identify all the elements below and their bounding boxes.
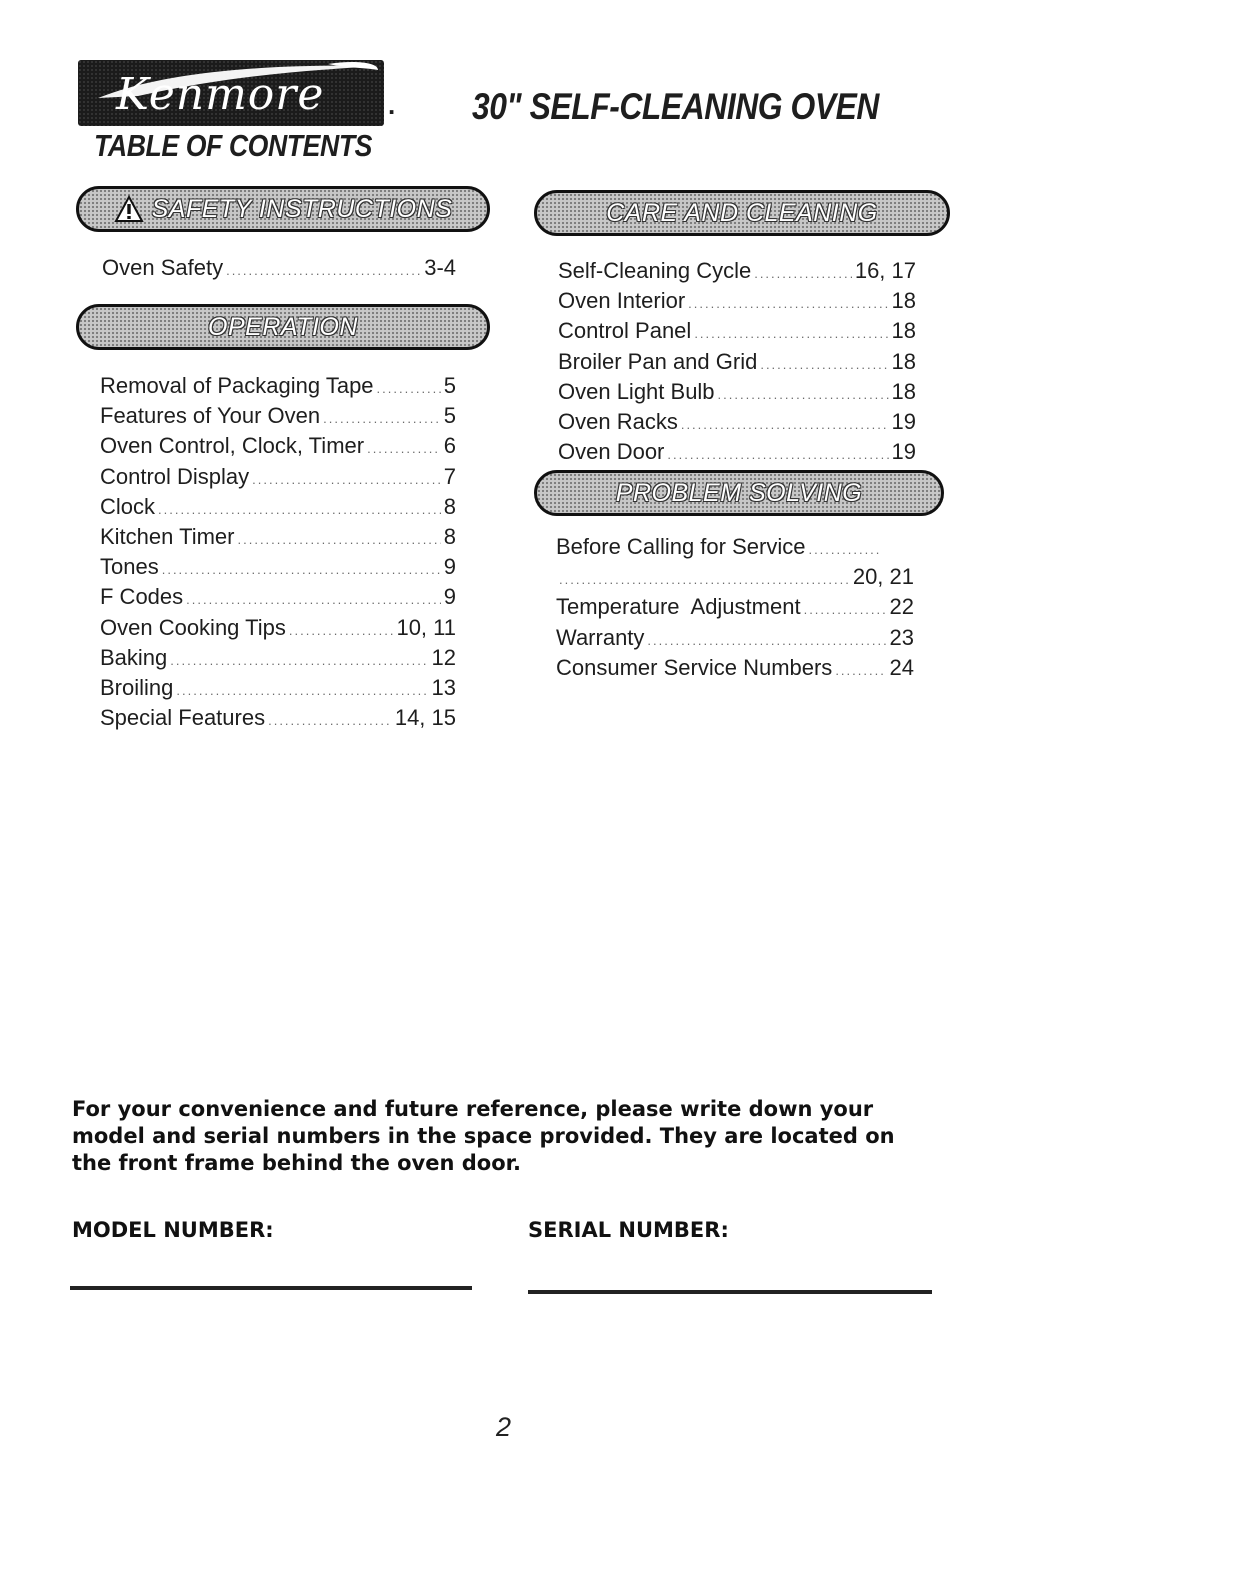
toc-entry[interactable] bbox=[556, 563, 914, 593]
toc-entry[interactable] bbox=[558, 438, 916, 468]
section-heading-safety bbox=[76, 186, 490, 232]
dot-leader bbox=[238, 526, 441, 553]
dot-leader bbox=[162, 556, 441, 583]
entry-page: 5 bbox=[443, 403, 456, 429]
dot-leader bbox=[754, 260, 852, 287]
toc-list-care-and-cleaning bbox=[558, 257, 916, 468]
entry-page: 5 bbox=[443, 373, 456, 398]
entry-page: 18 bbox=[891, 288, 916, 314]
toc-entry[interactable] bbox=[558, 287, 916, 317]
toc-entry[interactable] bbox=[558, 257, 916, 287]
entry-page: 6 bbox=[443, 433, 456, 459]
entry-page: 3-4 bbox=[424, 255, 456, 280]
entry-page: 18 bbox=[891, 378, 916, 404]
entry-label: Broiling bbox=[100, 675, 174, 701]
dot-leader bbox=[808, 536, 880, 563]
entry-label: Tones bbox=[100, 554, 159, 580]
entry-page: 20, 21 bbox=[852, 564, 914, 590]
toc-entry[interactable] bbox=[100, 493, 456, 523]
entry-label: Oven Safety bbox=[102, 255, 224, 280]
entry-page: 8 bbox=[443, 493, 456, 519]
toc-entry[interactable] bbox=[556, 593, 914, 623]
toc-entry[interactable] bbox=[100, 553, 456, 583]
entry-label: Before Calling for Service bbox=[556, 534, 806, 559]
toc-title: TABLE OF CONTENTS bbox=[94, 128, 373, 163]
dot-leader bbox=[718, 381, 889, 408]
toc-entry[interactable] bbox=[100, 614, 456, 644]
toc-entry[interactable] bbox=[100, 432, 456, 462]
entry-page: 18 bbox=[891, 348, 916, 374]
brand-dot: . bbox=[388, 90, 396, 120]
entry-page: 24 bbox=[889, 654, 914, 680]
entry-label: Kitchen Timer bbox=[100, 524, 235, 550]
toc-entry[interactable] bbox=[100, 463, 456, 493]
dot-leader bbox=[377, 375, 441, 402]
dot-leader bbox=[760, 351, 888, 378]
toc-entry[interactable] bbox=[100, 644, 456, 674]
entry-label: Oven Racks bbox=[558, 409, 678, 435]
toc-entry[interactable] bbox=[100, 402, 456, 432]
dot-leader bbox=[268, 707, 392, 734]
entry-label: Clock bbox=[100, 493, 156, 519]
toc-entry[interactable] bbox=[556, 624, 914, 654]
dot-leader bbox=[170, 647, 428, 674]
dot-leader bbox=[323, 405, 441, 432]
entry-page: 9 bbox=[443, 584, 456, 610]
serial-number-label: SERIAL NUMBER: bbox=[528, 1218, 729, 1242]
dot-leader bbox=[804, 596, 887, 623]
toc-entry[interactable] bbox=[100, 583, 456, 613]
entry-page: 14, 15 bbox=[394, 705, 456, 731]
section-heading-label: PROBLEM SOLVING bbox=[615, 478, 863, 507]
toc-entry[interactable] bbox=[102, 254, 456, 284]
dot-leader bbox=[647, 627, 886, 654]
brand-name: Kenmore bbox=[116, 69, 325, 120]
entry-label: F Codes bbox=[100, 584, 184, 610]
entry-page: 16, 17 bbox=[854, 258, 916, 283]
entry-page: 9 bbox=[443, 554, 456, 580]
entry-page: 18 bbox=[891, 318, 916, 344]
toc-entry[interactable] bbox=[100, 523, 456, 553]
entry-label: Special Features bbox=[100, 705, 266, 731]
entry-label: Broiler Pan and Grid bbox=[558, 348, 758, 374]
dot-leader bbox=[688, 290, 888, 317]
toc-entry[interactable] bbox=[100, 704, 456, 734]
entry-label: Oven Control, Clock, Timer bbox=[100, 433, 365, 459]
entry-page: 7 bbox=[443, 463, 456, 489]
entry-label: Consumer Service Numbers bbox=[556, 654, 833, 680]
dot-leader bbox=[681, 411, 889, 438]
dot-leader bbox=[289, 617, 394, 644]
serial-number-line[interactable] bbox=[528, 1290, 932, 1294]
dot-leader bbox=[835, 657, 886, 684]
entry-page: 19 bbox=[891, 409, 916, 435]
entry-page: 19 bbox=[891, 439, 916, 465]
toc-entry[interactable] bbox=[558, 378, 916, 408]
toc-entry[interactable] bbox=[558, 408, 916, 438]
entry-page: 12 bbox=[431, 644, 456, 670]
toc-list-operation bbox=[100, 372, 456, 734]
dot-leader bbox=[226, 257, 421, 284]
section-heading-label: CARE AND CLEANING bbox=[606, 198, 878, 227]
entry-label: Warranty bbox=[556, 624, 645, 650]
entry-label: Baking bbox=[100, 644, 168, 670]
toc-entry[interactable] bbox=[558, 348, 916, 378]
dot-leader bbox=[559, 566, 850, 593]
toc-list-safety bbox=[102, 254, 456, 284]
section-heading-care-and-cleaning bbox=[534, 190, 950, 236]
entry-page: 10, 11 bbox=[396, 614, 456, 640]
model-number-label: MODEL NUMBER: bbox=[72, 1218, 274, 1242]
entry-label: Oven Light Bulb bbox=[558, 378, 715, 404]
entry-page: 13 bbox=[431, 675, 456, 701]
section-heading-label: SAFETY INSTRUCTIONS bbox=[151, 194, 453, 223]
entry-label: Features of Your Oven bbox=[100, 403, 321, 429]
dot-leader bbox=[367, 435, 441, 462]
kenmore-logo bbox=[78, 60, 384, 126]
page-number: 2 bbox=[496, 1412, 512, 1442]
entry-page: 23 bbox=[889, 624, 914, 650]
dot-leader bbox=[667, 441, 888, 468]
entry-page: 8 bbox=[443, 524, 456, 550]
dot-leader bbox=[252, 466, 441, 493]
dot-leader bbox=[176, 677, 428, 704]
toc-list-problem-solving bbox=[556, 533, 914, 684]
section-heading-operation bbox=[76, 304, 490, 350]
entry-label: Oven Interior bbox=[558, 288, 686, 314]
entry-page: 22 bbox=[889, 594, 914, 620]
entry-label: Removal of Packaging Tape bbox=[100, 373, 374, 398]
toc-entry[interactable] bbox=[556, 533, 914, 563]
section-heading-label: OPERATION bbox=[208, 312, 358, 341]
entry-label: Control Display bbox=[100, 463, 250, 489]
dot-leader bbox=[158, 496, 441, 523]
toc-entry[interactable] bbox=[558, 317, 916, 347]
entry-label: Control Panel bbox=[558, 318, 692, 344]
toc-entry[interactable] bbox=[100, 674, 456, 704]
entry-label: Oven Cooking Tips bbox=[100, 614, 286, 640]
dot-leader bbox=[186, 586, 441, 613]
model-number-line[interactable] bbox=[70, 1286, 472, 1290]
section-heading-problem-solving bbox=[534, 470, 944, 516]
toc-entry[interactable] bbox=[100, 372, 456, 402]
entry-label: Self-Cleaning Cycle bbox=[558, 258, 752, 283]
entry-label: Temperature Adjustment bbox=[556, 594, 801, 620]
entry-label: Oven Door bbox=[558, 439, 665, 465]
model-serial-note: For your convenience and future reference, please write down your model and serial numbers in the space provided. They are located on the front frame behind the oven door. bbox=[72, 1097, 895, 1175]
document-title: 30" SELF-CLEANING OVEN bbox=[472, 86, 879, 127]
dot-leader bbox=[694, 320, 888, 347]
warning-triangle-icon bbox=[114, 195, 144, 223]
toc-entry[interactable] bbox=[556, 654, 914, 684]
